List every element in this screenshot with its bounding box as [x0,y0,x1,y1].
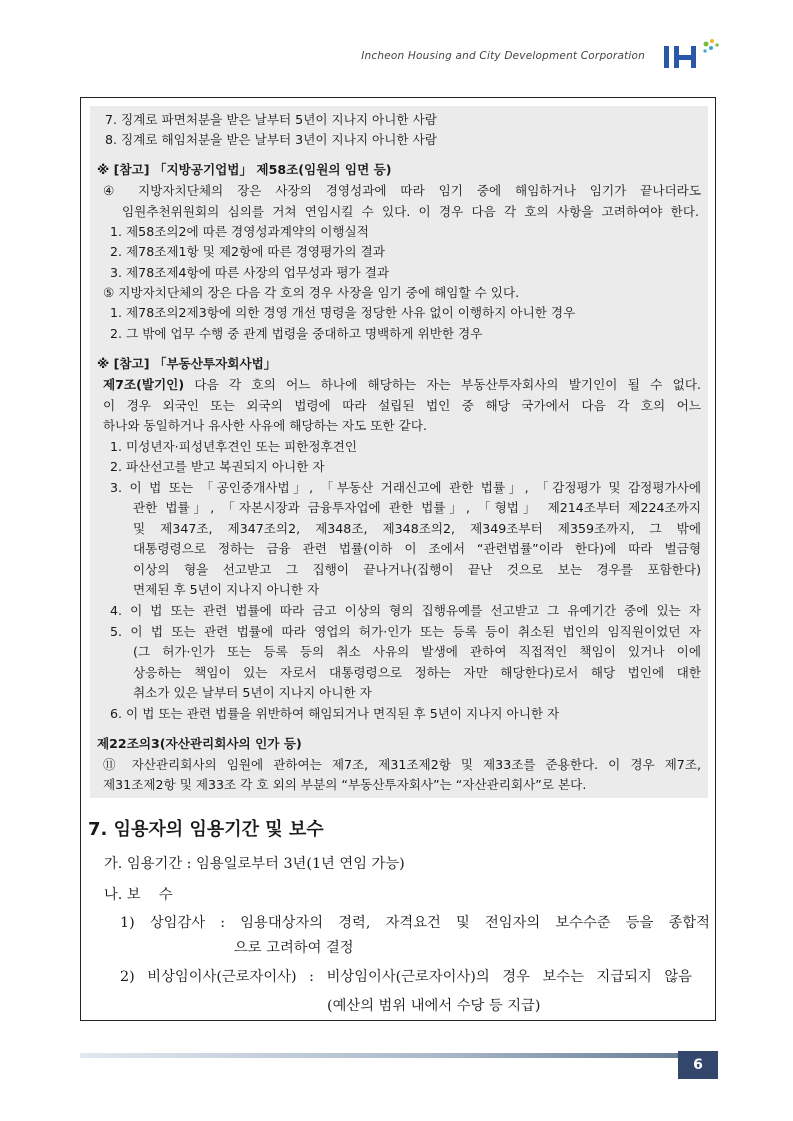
list-item: 1. 제78조의2제3항에 의한 경영 개선 명령을 정당한 사유 없이 이행하지 아니한 경우 [110,305,576,320]
section-subitem: (예산의 범위 내에서 수당 등 지급) [327,998,541,1014]
list-item: 대통령령으로 정하는 금융 관련 법률(이하 이 조에서 “관련법률”이라 한다)에 따라 벌금형 [133,541,701,556]
list-item: 2. 파산선고를 받고 복권되지 아니한 자 [110,459,325,474]
list-item: 5. 이 법 또는 관련 법률에 따라 영업의 허가·인가 또는 등록 등이 취소된 법인의 임직원이었던 자 [110,624,701,639]
list-item: 3. 이 법 또는 「공인중개사법」, 「부동산 거래신고에 관한 법률」, 「감정평가 및 감정평가사에 [110,480,701,495]
ih-logo-icon [662,36,720,72]
reference-title: ※ [참고] 「부동산투자회사법」 [97,356,277,371]
list-item: 2. 제78조제1항 및 제2항에 따른 경영평가의 결과 [110,244,385,259]
list-item: 2. 그 밖에 업무 수행 중 관계 법령을 중대하고 명백하게 위반한 경우 [110,326,483,341]
paragraph: ⑪ 자산관리회사의 임원에 관하여는 제7조, 제31조제2항 및 제33조를 준용한다. 이 경우 제7조, [103,757,701,772]
list-item: 및 제347조, 제347조의2, 제348조, 제348조의2, 제349조부터 제359조까지, 그 밖에 [133,521,701,536]
section-item: 나. 보 수 [104,887,173,903]
paragraph: ⑤ 지방자치단체의 장은 다음 각 호의 경우 사장을 임기 중에 해임할 수 있다. [103,285,520,300]
list-item: 8. 징계로 해임처분을 받은 날부터 3년이 지나지 아니한 사람 [105,132,437,147]
paragraph: ④ 지방자치단체의 장은 사장의 경영성과에 따라 임기 중에 해임하거나 임기가 끝나더라도 [103,183,701,198]
list-item: 3. 제78조제4항에 따른 사장의 업무성과 평가 결과 [110,265,390,280]
list-item: 이상의 형을 선고받고 그 집행이 끝나거나(집행이 끝난 것으로 보는 경우를 포함한다) [133,562,701,577]
list-item: 면제된 후 5년이 지나지 아니한 자 [133,582,320,597]
paragraph: 하나와 동일하거나 유사한 사유에 해당하는 자도 또한 같다. [103,418,427,433]
list-item: 4. 이 법 또는 관련 법률에 따라 금고 이상의 형의 집행유예를 선고받고 그 유예기간 중에 있는 자 [110,603,701,618]
reference-title: ※ [참고] 「지방공기업법」 제58조(임원의 임면 등) [97,162,392,177]
list-item: (그 허가·인가 또는 등록 등의 취소 사유의 발생에 관하여 직접적인 책임이 있거나 이에 [133,644,701,659]
paragraph: 이 경우 외국인 또는 외국의 법령에 따라 설립된 법인 중 해당 국가에서 다음 각 호의 어느 [103,398,701,413]
paragraph: 제31조제2항 및 제33조 각 호 외의 부분의 “부동산투자회사”는 “자산관리회사”로 본다. [103,777,587,792]
list-item: 1. 미성년자·피성년후견인 또는 피한정후견인 [110,439,358,454]
footer-rule [80,1053,678,1058]
list-item: 6. 이 법 또는 관련 법률을 위반하여 해임되거나 면직된 후 5년이 지나지 아니한 자 [110,706,560,721]
section-item: 가. 임용기간 : 임용일로부터 3년(1년 연임 가능) [104,856,405,872]
article-text: 다음 각 호의 어느 하나에 해당하는 자는 부동산투자회사의 발기인이 될 수 없다. [184,377,701,392]
page-number: 6 [678,1051,718,1079]
article-title: 제22조의3(자산관리회사의 인가 등) [97,736,302,751]
list-item: 1. 제58조의2에 따른 경영성과계약의 이행실적 [110,224,369,239]
list-item: 취소가 있은 날부터 5년이 지나지 아니한 자 [133,685,372,700]
section-subitem: 2) 비상임이사(근로자이사) : 비상임이사(근로자이사)의 경우 보수는 지급되지 않음 [120,969,692,985]
section-subitem: 1) 상임감사 : 임용대상자의 경력, 자격요건 및 전임자의 보수수준 등을 종합적 [120,915,710,931]
list-item: 관한 법률」, 「자본시장과 금융투자업에 관한 법률」, 「형법」 제214조부터 제224조까지 [133,500,701,515]
section-heading: 7. 임용자의 임용기간 및 보수 [88,819,324,840]
paragraph [103,375,701,395]
section-subitem: 으로 고려하여 결정 [234,940,354,956]
list-item: 상응하는 책임이 있는 자로서 대통령령으로 정하는 자만 해당한다)로서 해당 법인에 대한 [133,665,701,680]
list-item: 7. 징계로 파면처분을 받은 날부터 5년이 지나지 아니한 사람 [105,112,437,127]
organization-name: Incheon Housing and City Development Corporation [361,50,645,62]
article-label: 제7조(발기인) [103,377,185,392]
paragraph: 임원추천위원회의 심의를 거쳐 연임시킬 수 있다. 이 경우 다음 각 호의 사항을 고려하여야 한다. [122,204,699,219]
